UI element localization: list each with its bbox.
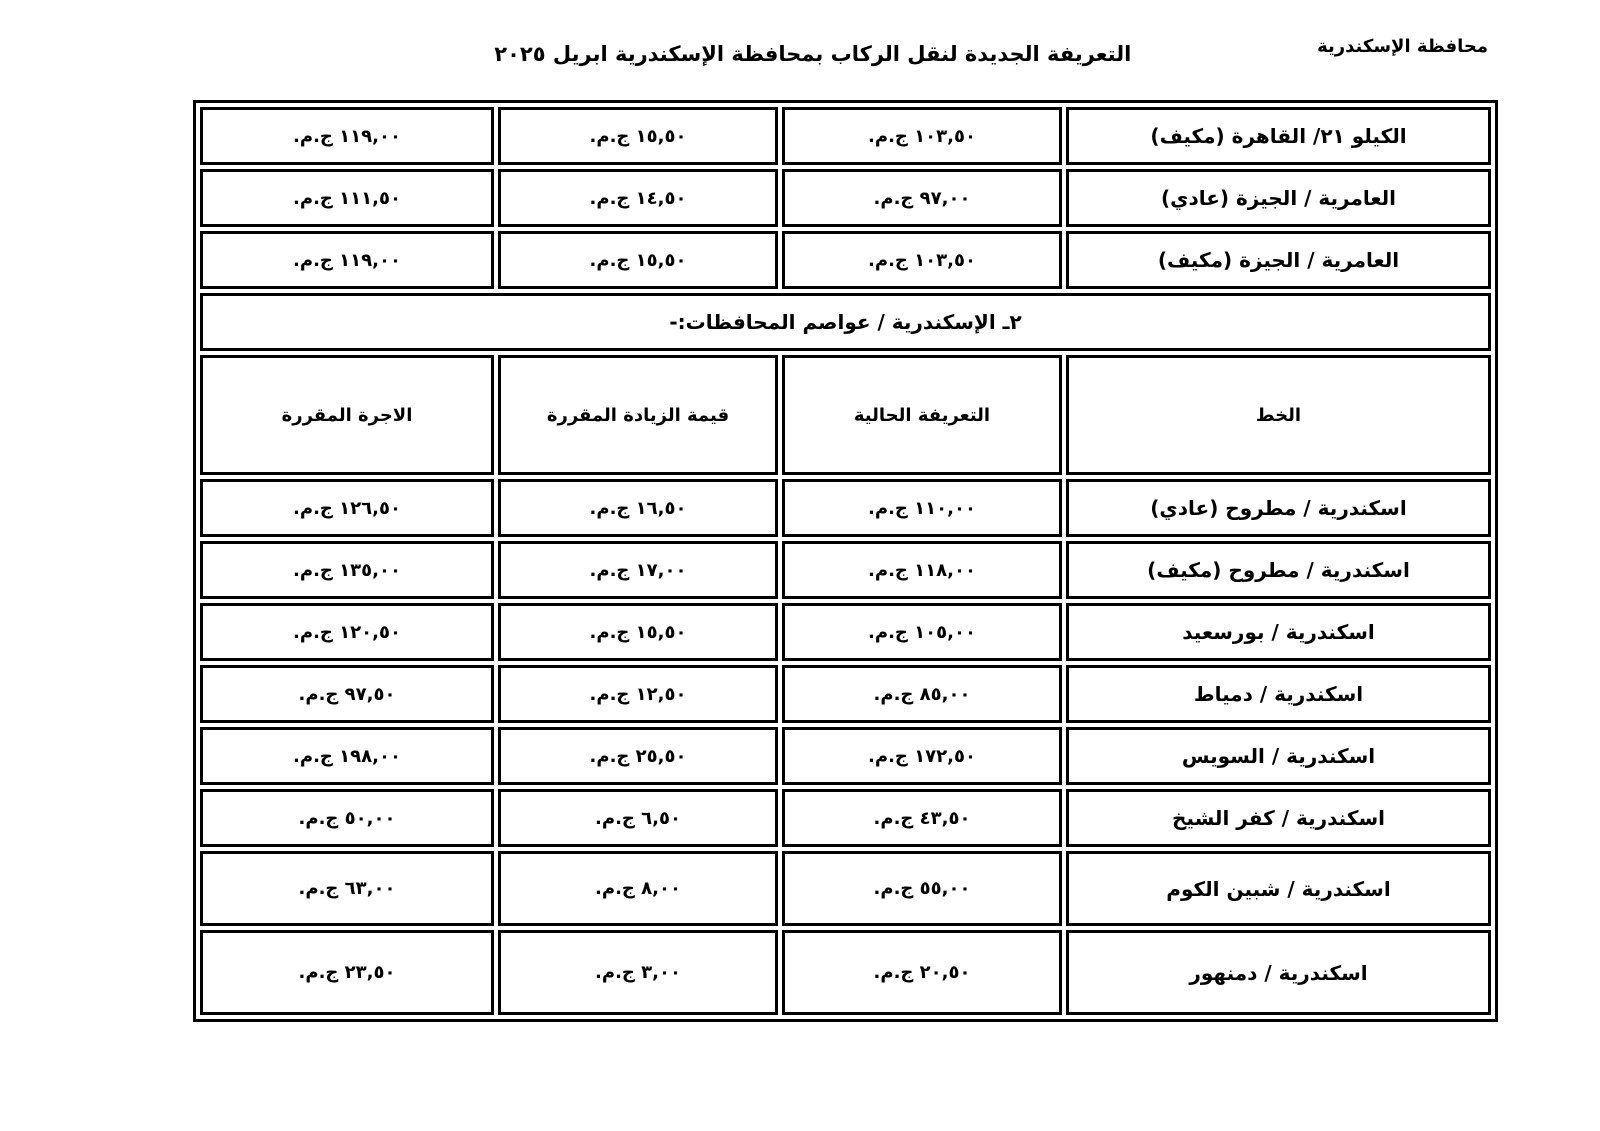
table-row [200,851,1491,926]
increase-value-cell: ٨,٠٠ ج.م. [498,851,778,926]
current-tariff-cell: ١١٠,٠٠ ج.م. [782,479,1062,537]
approved-fare-cell: ٥٠,٠٠ ج.م. [200,789,494,847]
increase-value-cell: ١٥,٥٠ ج.م. [498,107,778,165]
column-header-row [200,355,1491,475]
table-row [200,479,1491,537]
increase-value-cell: ١٢,٥٠ ج.م. [498,665,778,723]
route-cell: الكيلو ٢١/ القاهرة (مكيف) [1066,107,1491,165]
increase-value-cell: ٣,٠٠ ج.م. [498,930,778,1015]
table-row [200,169,1491,227]
table-row [200,665,1491,723]
approved-fare-cell: ٦٣,٠٠ ج.م. [200,851,494,926]
table-row [200,541,1491,599]
page-title: التعريفة الجديدة لنقل الركاب بمحافظة الإسكندرية ابريل ٢٠٢٥ [494,42,1132,66]
approved-fare-cell: ١٢٦,٥٠ ج.م. [200,479,494,537]
increase-value-cell: ١٦,٥٠ ج.م. [498,479,778,537]
approved-fare-cell: ٩٧,٥٠ ج.م. [200,665,494,723]
current-tariff-cell: ١٧٢,٥٠ ج.م. [782,727,1062,785]
approved-fare-cell: ١١١,٥٠ ج.م. [200,169,494,227]
current-tariff-cell: ٨٥,٠٠ ج.م. [782,665,1062,723]
approved-fare-cell: ١٩٨,٠٠ ج.م. [200,727,494,785]
table-row [200,603,1491,661]
current-tariff-cell: ٢٠,٥٠ ج.م. [782,930,1062,1015]
approved-fare-cell: ١١٩,٠٠ ج.م. [200,231,494,289]
increase-value-cell: ١٥,٥٠ ج.م. [498,603,778,661]
approved-fare-cell: ٢٣,٥٠ ج.م. [200,930,494,1015]
increase-value-cell: ٢٥,٥٠ ج.م. [498,727,778,785]
increase-value-cell: ١٤,٥٠ ج.م. [498,169,778,227]
increase-value-cell: ٦,٥٠ ج.م. [498,789,778,847]
route-cell: اسكندرية / السويس [1066,727,1491,785]
column-header-current-tariff: التعريفة الحالية [782,355,1062,475]
route-cell: اسكندرية / دمياط [1066,665,1491,723]
approved-fare-cell: ١٣٥,٠٠ ج.م. [200,541,494,599]
route-cell: اسكندرية / كفر الشيخ [1066,789,1491,847]
section-header-row [200,293,1491,351]
current-tariff-cell: ٥٥,٠٠ ج.م. [782,851,1062,926]
route-cell: اسكندرية / بورسعيد [1066,603,1491,661]
tariff-table [193,100,1498,1022]
route-cell: العامرية / الجيزة (عادي) [1066,169,1491,227]
table-row [200,930,1491,1015]
table-row [200,789,1491,847]
route-cell: العامرية / الجيزة (مكيف) [1066,231,1491,289]
table-row [200,107,1491,165]
section-title: ٢ـ الإسكندرية / عواصم المحافظات:- [200,293,1491,351]
increase-value-cell: ١٧,٠٠ ج.م. [498,541,778,599]
current-tariff-cell: ٤٣,٥٠ ج.م. [782,789,1062,847]
current-tariff-cell: ٩٧,٠٠ ج.م. [782,169,1062,227]
governorate-label: محافظة الإسكندرية [1317,36,1488,57]
current-tariff-cell: ١٠٣,٥٠ ج.م. [782,107,1062,165]
current-tariff-cell: ١٠٣,٥٠ ج.م. [782,231,1062,289]
current-tariff-cell: ١٠٥,٠٠ ج.م. [782,603,1062,661]
route-cell: اسكندرية / دمنهور [1066,930,1491,1015]
increase-value-cell: ١٥,٥٠ ج.م. [498,231,778,289]
route-cell: اسكندرية / مطروح (عادي) [1066,479,1491,537]
table-row [200,727,1491,785]
column-header-increase-value: قيمة الزيادة المقررة [498,355,778,475]
route-cell: اسكندرية / شبين الكوم [1066,851,1491,926]
approved-fare-cell: ١١٩,٠٠ ج.م. [200,107,494,165]
route-cell: اسكندرية / مطروح (مكيف) [1066,541,1491,599]
table-row [200,231,1491,289]
approved-fare-cell: ١٢٠,٥٠ ج.م. [200,603,494,661]
current-tariff-cell: ١١٨,٠٠ ج.م. [782,541,1062,599]
column-header-approved-fare: الاجرة المقررة [200,355,494,475]
column-header-route: الخط [1066,355,1491,475]
